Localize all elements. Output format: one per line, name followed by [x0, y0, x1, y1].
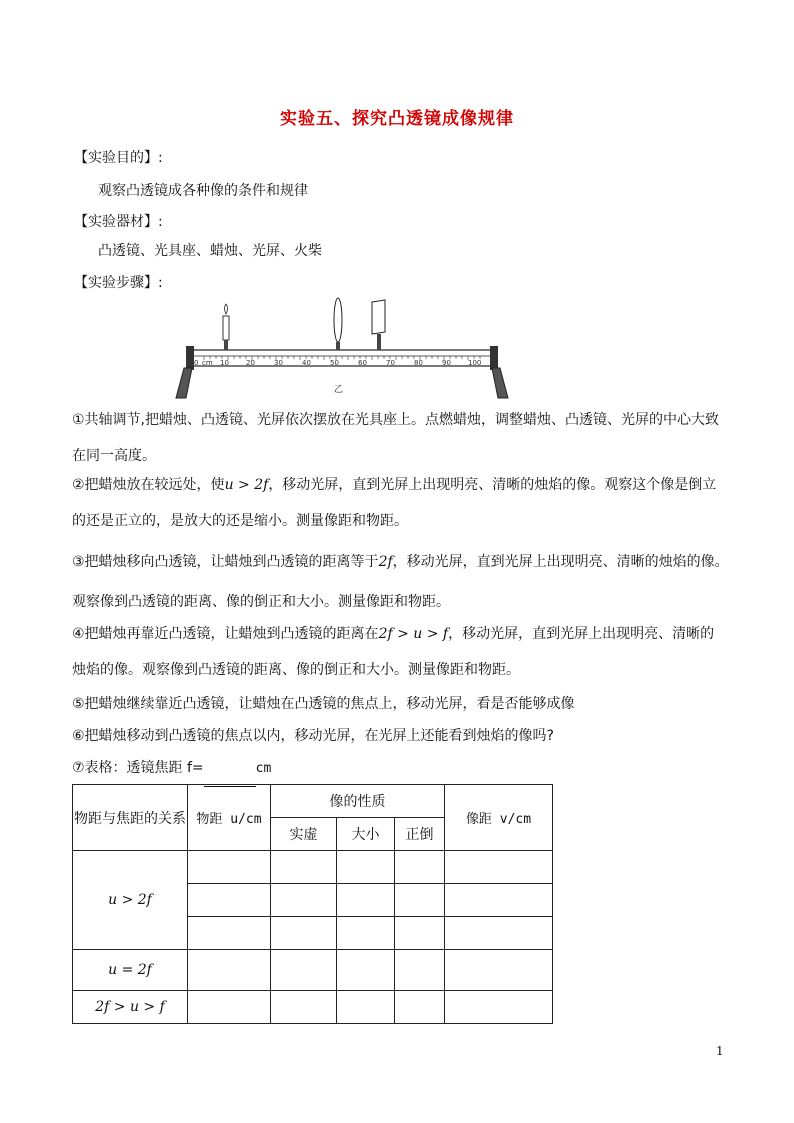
table-cell[interactable]	[188, 950, 271, 991]
row-label-2f-gt-u-gt-f: 2f > u > f	[73, 991, 188, 1024]
step-3-pre: ③把蜡烛移向凸透镜，让蜡烛到凸透镜的距离等于	[72, 554, 379, 570]
tick-label: 70	[386, 359, 395, 367]
step-2-post: ，移动光屏，直到光屏上出现明亮、清晰的烛焰的像。观察这个像是倒立	[268, 477, 717, 493]
equipment-heading: 【实验器材】:	[74, 214, 163, 230]
right-leg	[492, 368, 508, 398]
table-cell[interactable]	[271, 950, 337, 991]
step-3-math: 2f	[378, 554, 393, 570]
table-cell[interactable]	[271, 851, 337, 884]
step-4-line-b: 烛焰的像。观察像到凸透镜的距离、像的倒正和大小。测量像距和物距。	[72, 662, 520, 678]
right-end-post	[490, 346, 498, 370]
table-cell[interactable]	[445, 851, 553, 884]
table-cell[interactable]	[337, 950, 395, 991]
tick-label: 10	[220, 359, 229, 367]
tick-label: 50	[330, 359, 339, 367]
header-image-nature: 像的性质	[271, 785, 445, 818]
light-screen	[372, 300, 385, 350]
step-4-math: 2f > u > f	[378, 626, 449, 642]
candle	[223, 304, 229, 350]
tick-label: 90	[442, 359, 451, 367]
step-2-pre: ②把蜡烛放在较远处，使	[72, 477, 225, 493]
table-cell[interactable]	[188, 884, 271, 917]
table-cell[interactable]	[337, 851, 395, 884]
step-3-line-b: 观察像到凸透镜的距离、像的倒正和大小。测量像距和物距。	[72, 594, 450, 610]
step-7-unit: cm	[255, 761, 272, 776]
step-1	[72, 402, 732, 474]
tick-label: 0	[194, 359, 199, 367]
step-1-line-b: 在同一高度。	[72, 448, 156, 464]
header-real-virtual: 实虚	[271, 818, 337, 851]
table-cell[interactable]	[445, 991, 553, 1024]
header-object-distance: 物距 u/cm	[188, 785, 271, 851]
table-row	[73, 851, 553, 884]
equipment-text: 凸透镜、光具座、蜡烛、光屏、火柴	[98, 243, 322, 259]
header-size: 大小	[337, 818, 395, 851]
step-4-pre: ④把蜡烛再靠近凸透镜，让蜡烛到凸透镜的距离在	[72, 626, 379, 642]
tick-label: cm	[202, 359, 213, 367]
results-table	[72, 784, 553, 1024]
convex-lens	[334, 298, 342, 350]
step-7-pre: ⑦表格：透镜焦距 f=	[72, 760, 204, 776]
header-image-distance: 像距 v/cm	[445, 785, 553, 851]
table-cell[interactable]	[337, 917, 395, 950]
tick-label: 80	[414, 359, 423, 367]
figure-caption: 乙	[334, 385, 344, 395]
step-2-line-b: 的还是正立的，是放大的还是缩小。测量像距和物距。	[72, 513, 408, 529]
step-3	[72, 544, 732, 620]
table-cell[interactable]	[188, 851, 271, 884]
table-row	[73, 991, 553, 1024]
step-5: ⑤把蜡烛继续靠近凸透镜，让蜡烛在凸透镜的焦点上，移动光屏，看是否能够成像	[72, 696, 575, 712]
table-cell[interactable]	[271, 991, 337, 1024]
table-cell[interactable]	[337, 991, 395, 1024]
table-cell[interactable]	[188, 917, 271, 950]
step-1-line-a: ①共轴调节,把蜡烛、凸透镜、光屏依次摆放在光具座上。点燃蜡烛，调整蜡烛、凸透镜、光屏的中心大致	[72, 412, 719, 428]
header-relation: 物距与焦距的关系	[73, 785, 188, 851]
optical-bench-figure	[172, 294, 512, 400]
table-row	[73, 950, 553, 991]
page-title: 实验五、探究凸透镜成像规律	[280, 109, 514, 129]
table-cell[interactable]	[395, 991, 445, 1024]
tick-label: 20	[246, 359, 255, 367]
table-cell[interactable]	[445, 917, 553, 950]
table-cell[interactable]	[271, 917, 337, 950]
table-cell[interactable]	[188, 991, 271, 1024]
left-leg	[176, 368, 192, 398]
table-cell[interactable]	[271, 884, 337, 917]
row-label-u-eq-2f: u = 2f	[73, 950, 188, 991]
table-cell[interactable]	[395, 917, 445, 950]
table-cell[interactable]	[337, 884, 395, 917]
step-7	[72, 750, 732, 787]
step-2	[72, 467, 732, 539]
step-4	[72, 616, 732, 688]
row-label-u-gt-2f: u > 2f	[73, 851, 188, 950]
purpose-text: 观察凸透镜成各种像的条件和规律	[98, 183, 308, 199]
page-number: 1	[716, 1044, 724, 1058]
header-orientation: 正倒	[395, 818, 445, 851]
tick-label: 40	[302, 359, 311, 367]
steps-heading: 【实验步骤】:	[74, 275, 163, 291]
purpose-heading: 【实验目的】:	[74, 150, 163, 166]
table-cell[interactable]	[395, 950, 445, 991]
step-4-post: ，移动光屏，直到光屏上出现明亮、清晰的	[448, 626, 715, 642]
table-cell[interactable]	[445, 950, 553, 991]
step-6: ⑥把蜡烛移动到凸透镜的焦点以内，移动光屏，在光屏上还能看到烛焰的像吗?	[72, 728, 554, 744]
tick-label: 100	[468, 359, 482, 367]
tick-label: 30	[274, 359, 283, 367]
step-3-post: ，移动光屏，直到光屏上出现明亮、清晰的烛焰的像。	[392, 554, 729, 570]
tick-label: 60	[358, 359, 367, 367]
table-cell[interactable]	[445, 884, 553, 917]
table-cell[interactable]	[395, 884, 445, 917]
left-end-post	[186, 346, 194, 370]
table-cell[interactable]	[395, 851, 445, 884]
step-2-math: u > 2f	[224, 477, 269, 493]
